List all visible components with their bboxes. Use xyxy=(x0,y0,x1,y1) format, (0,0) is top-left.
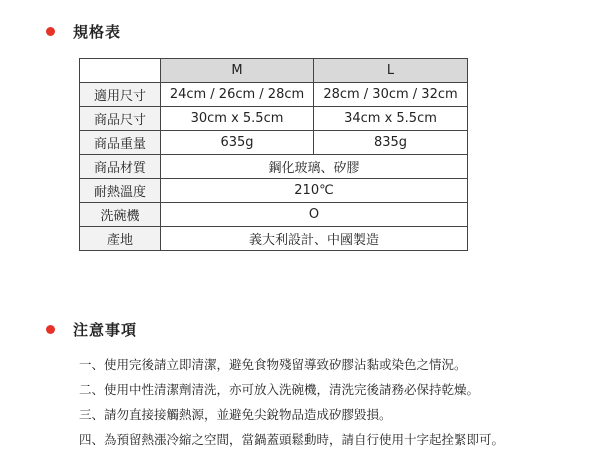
cell-fit-size-l: 28cm / 30cm / 32cm xyxy=(314,83,468,107)
bullet-dot-icon xyxy=(46,325,55,334)
row-label-product-size: 商品尺寸 xyxy=(80,107,161,131)
list-item: 四、為預留熱漲冷縮之空間，當鍋蓋頭鬆動時，請自行使用十字起拴緊即可。 xyxy=(79,432,505,447)
cell-origin: 義大利設計、中國製造 xyxy=(161,227,468,251)
cell-product-size-l: 34cm x 5.5cm xyxy=(314,107,468,131)
column-header-m: M xyxy=(161,59,314,83)
row-label-weight: 商品重量 xyxy=(80,131,161,155)
list-item: 二、使用中性清潔劑清洗，亦可放入洗碗機，清洗完後請務必保持乾燥。 xyxy=(79,382,480,397)
spec-table-corner-cell xyxy=(80,59,161,83)
notes-section-heading xyxy=(46,318,137,340)
table-row xyxy=(80,107,468,131)
notes-list xyxy=(79,352,504,452)
cell-weight-l: 835g xyxy=(314,131,468,155)
cell-heat-resistance: 210℃ xyxy=(161,179,468,203)
table-row xyxy=(80,155,468,179)
table-row xyxy=(80,131,468,155)
cell-dishwasher: O xyxy=(161,203,468,227)
table-row xyxy=(80,203,468,227)
list-item: 一、使用完後請立即清潔，避免食物殘留導致矽膠沾黏或染色之情況。 xyxy=(79,357,467,372)
row-label-material: 商品材質 xyxy=(80,155,161,179)
list-item: 三、請勿直接接觸熱源，並避免尖銳物品造成矽膠毀損。 xyxy=(79,407,392,422)
cell-weight-m: 635g xyxy=(161,131,314,155)
spec-section-heading xyxy=(46,20,121,42)
cell-material: 鋼化玻璃、矽膠 xyxy=(161,155,468,179)
table-row xyxy=(80,179,468,203)
bullet-dot-icon xyxy=(46,27,55,36)
notes-section-title: 注意事項 xyxy=(73,320,138,339)
row-label-dishwasher: 洗碗機 xyxy=(80,203,161,227)
table-row xyxy=(80,227,468,251)
row-label-fit-size: 適用尺寸 xyxy=(80,83,161,107)
spec-table-header-row xyxy=(80,59,468,83)
row-label-heat-resistance: 耐熱溫度 xyxy=(80,179,161,203)
row-label-origin: 產地 xyxy=(80,227,161,251)
cell-fit-size-m: 24cm / 26cm / 28cm xyxy=(161,83,314,107)
table-row xyxy=(80,83,468,107)
spec-section-title: 規格表 xyxy=(73,22,122,41)
spec-table xyxy=(79,58,468,251)
cell-product-size-m: 30cm x 5.5cm xyxy=(161,107,314,131)
column-header-l: L xyxy=(314,59,468,83)
